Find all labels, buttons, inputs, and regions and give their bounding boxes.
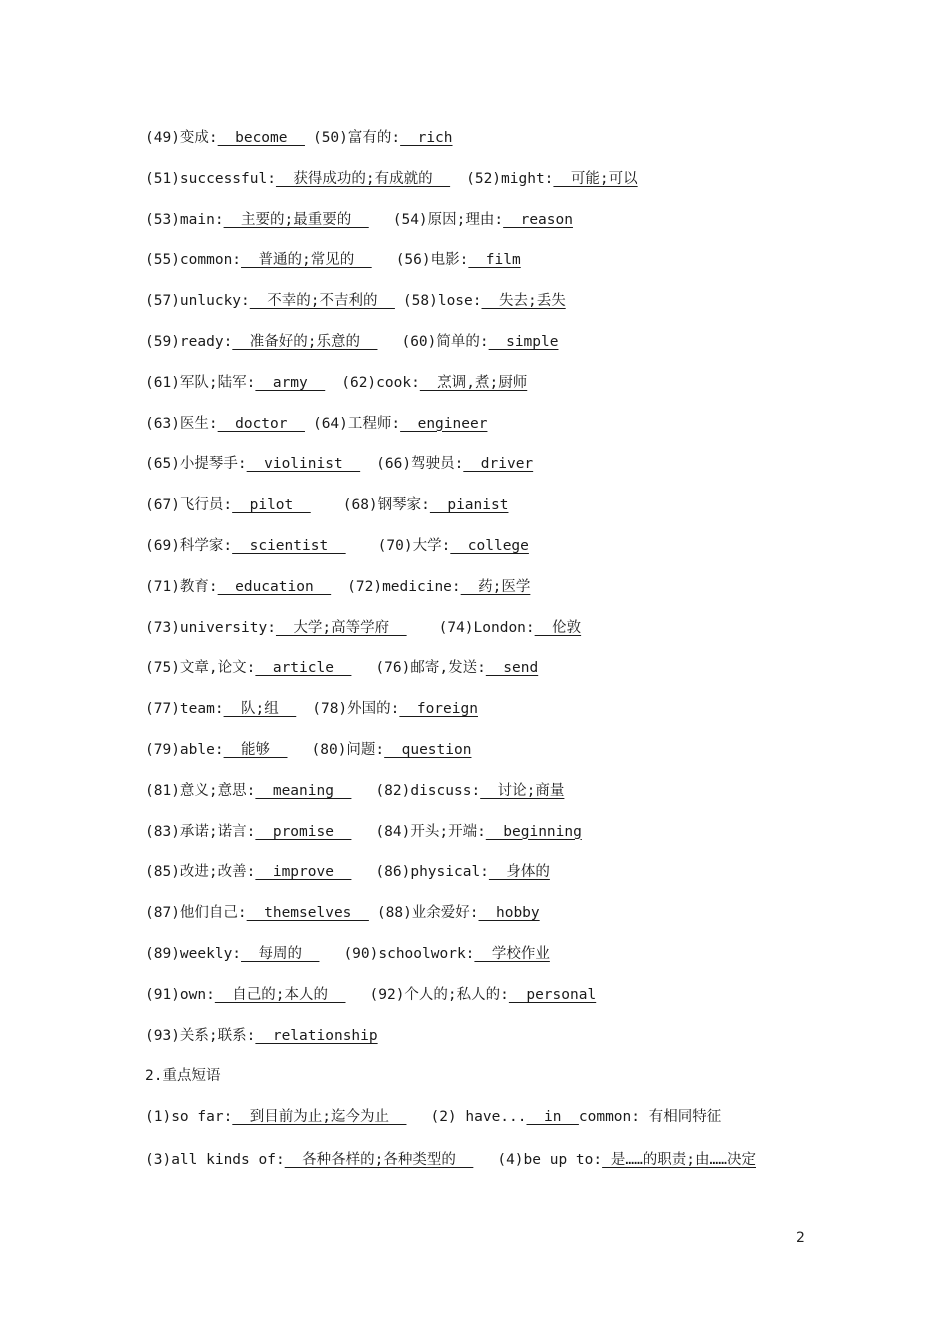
phrase-answer: 是……的职责;由……决定 — [602, 1151, 756, 1168]
vocab-answer: 主要的;最重要的 — [223, 211, 369, 228]
vocab-line — [145, 373, 815, 414]
vocab-answer: themselves — [246, 905, 369, 922]
vocab-answer: simple — [488, 333, 559, 350]
vocab-answer: foreign — [399, 701, 478, 718]
phrase-line — [145, 1107, 815, 1148]
vocab-prompt: (85)改进;改善: — [145, 864, 256, 881]
vocab-answer: personal — [508, 986, 597, 1003]
vocab-prompt: (76)邮寄,发送: — [375, 660, 486, 677]
vocab-line — [145, 332, 815, 373]
vocab-answer: 烹调,煮;厨师 — [419, 374, 528, 391]
vocab-prompt: (66)驾驶员: — [376, 456, 464, 473]
vocab-line — [145, 740, 815, 781]
vocab-line — [145, 495, 815, 536]
vocab-prompt: (83)承诺;诺言: — [145, 823, 256, 840]
phrase-answer: in — [526, 1109, 579, 1126]
vocab-answer: education — [217, 578, 332, 595]
vocab-answer: beginning — [485, 823, 582, 840]
vocab-answer: 可能;可以 — [553, 170, 638, 187]
vocab-answer: become — [217, 130, 305, 146]
vocab-answer: film — [468, 252, 521, 269]
vocab-line — [145, 781, 815, 822]
vocab-prompt: (70)大学: — [377, 537, 451, 554]
vocab-prompt: (50)富有的: — [312, 130, 401, 146]
vocab-prompt: (73)university: — [145, 619, 276, 636]
vocab-line — [145, 618, 815, 659]
vocab-answer: 获得成功的;有成就的 — [275, 170, 451, 187]
phrase-line — [145, 1148, 810, 1173]
vocab-line — [145, 985, 815, 1026]
phrase-prompt: (2) have... — [430, 1109, 527, 1126]
vocab-prompt: (52)might: — [466, 170, 554, 187]
vocab-answer: 大学;高等学府 — [275, 619, 407, 636]
section-title: 2.重点短语 — [145, 1068, 221, 1085]
vocab-answer: 每周的 — [241, 945, 320, 962]
vocab-answer: relationship — [255, 1027, 378, 1044]
vocab-line — [145, 944, 815, 985]
vocab-prompt: (92)个人的;私人的: — [369, 986, 509, 1003]
vocab-answer: rich — [400, 130, 453, 146]
vocab-answer: article — [255, 660, 352, 677]
vocab-answer: 药;医学 — [460, 578, 531, 595]
vocab-answer: violinist — [246, 456, 361, 473]
vocab-answer: send — [485, 660, 539, 677]
vocab-answer: hobby — [478, 905, 540, 922]
vocab-prompt: (49)变成: — [145, 130, 218, 146]
vocab-prompt: (71)教育: — [145, 578, 218, 595]
vocab-prompt: (80)问题: — [311, 741, 385, 758]
vocab-answer: 伦敦 — [534, 619, 582, 636]
vocab-prompt: (58)lose: — [402, 293, 482, 310]
vocab-prompt: (65)小提琴手: — [145, 456, 247, 473]
vocab-prompt: (67)飞行员: — [145, 497, 233, 514]
phrase-prompt: (3)all kinds of: — [145, 1151, 285, 1168]
vocab-prompt: (79)able: — [145, 741, 224, 758]
vocab-prompt: (86)physical: — [375, 864, 489, 881]
vocab-answer: question — [384, 741, 472, 758]
vocab-prompt: (90)schoolwork: — [343, 945, 475, 962]
vocab-answer: 失去;丢失 — [481, 293, 566, 310]
vocab-prompt: (89)weekly: — [145, 945, 242, 962]
vocab-prompt: (55)common: — [145, 252, 242, 269]
vocab-line — [145, 822, 815, 863]
vocab-answer: 学校作业 — [474, 945, 550, 962]
vocab-answer: doctor — [217, 415, 305, 432]
vocab-prompt: (77)team: — [145, 701, 224, 718]
vocab-answer: pianist — [429, 497, 509, 514]
vocab-prompt: (56)电影: — [395, 252, 469, 269]
vocab-line — [145, 536, 815, 577]
vocab-answer: driver — [463, 456, 534, 473]
vocab-line — [145, 454, 815, 495]
vocab-prompt: (72)medicine: — [347, 578, 461, 595]
vocab-answer: meaning — [255, 782, 352, 799]
phrase-answer: 到目前为止;迄今为止 — [232, 1109, 407, 1126]
vocab-answer: 队;组 — [223, 701, 297, 718]
phrase-answer: 各种各样的;各种类型的 — [284, 1151, 474, 1168]
vocab-prompt: (78)外国的: — [312, 701, 400, 718]
vocab-answer: army — [255, 374, 326, 391]
vocab-prompt: (68)钢琴家: — [342, 497, 430, 514]
vocab-line — [145, 169, 815, 210]
vocab-answer: 不幸的;不吉利的 — [249, 293, 395, 310]
vocab-prompt: (64)工程师: — [312, 415, 401, 432]
vocab-line — [145, 250, 815, 291]
vocab-answer: promise — [255, 823, 352, 840]
vocab-line — [145, 291, 815, 332]
vocab-line — [145, 903, 815, 944]
phrase-prompt: (4)be up to: — [497, 1151, 603, 1168]
vocab-prompt: (84)开头;开端: — [375, 823, 486, 840]
vocabulary-list — [145, 128, 815, 1173]
vocab-prompt: (88)业余爱好: — [376, 905, 479, 922]
vocab-answer: engineer — [400, 415, 488, 432]
page-number: 2 — [796, 1230, 805, 1246]
vocab-prompt: (93)关系;联系: — [145, 1027, 256, 1044]
vocab-line — [145, 414, 815, 455]
vocab-prompt: (91)own: — [145, 986, 215, 1003]
vocab-answer: reason — [503, 211, 573, 228]
vocab-prompt: (57)unlucky: — [145, 293, 250, 310]
vocab-prompt: (53)main: — [145, 211, 224, 228]
vocab-line — [145, 699, 815, 740]
vocab-prompt: (82)discuss: — [375, 782, 481, 799]
vocab-answer: improve — [255, 864, 352, 881]
vocab-prompt: (74)London: — [438, 619, 535, 636]
vocab-line — [145, 210, 815, 251]
vocab-answer: 能够 — [223, 741, 288, 758]
vocab-answer: 普通的;常见的 — [241, 252, 372, 269]
vocab-prompt: (75)文章,论文: — [145, 660, 256, 677]
vocab-prompt: (87)他们自己: — [145, 905, 247, 922]
vocab-prompt: (51)successful: — [145, 170, 276, 187]
vocab-prompt: (54)原因;理由: — [392, 211, 504, 228]
vocab-prompt: (61)军队;陆军: — [145, 374, 256, 391]
vocab-line — [145, 658, 815, 699]
vocab-answer: 准备好的;乐意的 — [232, 333, 378, 350]
vocab-prompt: (60)简单的: — [401, 333, 489, 350]
vocab-answer: 身体的 — [488, 864, 550, 881]
vocab-prompt: (62)cook: — [341, 374, 420, 391]
vocab-prompt: (81)意义;意思: — [145, 782, 256, 799]
vocab-line — [145, 862, 815, 903]
vocab-line — [145, 1026, 815, 1067]
vocab-line — [145, 577, 815, 618]
vocab-prompt: (63)医生: — [145, 415, 218, 432]
vocab-prompt: (69)科学家: — [145, 537, 233, 554]
phrase-prompt: (1)so far: — [145, 1109, 233, 1126]
vocab-answer: 自己的;本人的 — [214, 986, 346, 1003]
vocab-prompt: (59)ready: — [145, 333, 233, 350]
phrase-suffix: common: 有相同特征 — [578, 1109, 722, 1126]
vocab-answer: pilot — [232, 497, 311, 514]
vocab-answer: college — [450, 537, 529, 554]
vocab-answer: 讨论;商量 — [480, 782, 565, 799]
vocab-line — [145, 128, 815, 169]
vocab-answer: scientist — [232, 537, 346, 554]
